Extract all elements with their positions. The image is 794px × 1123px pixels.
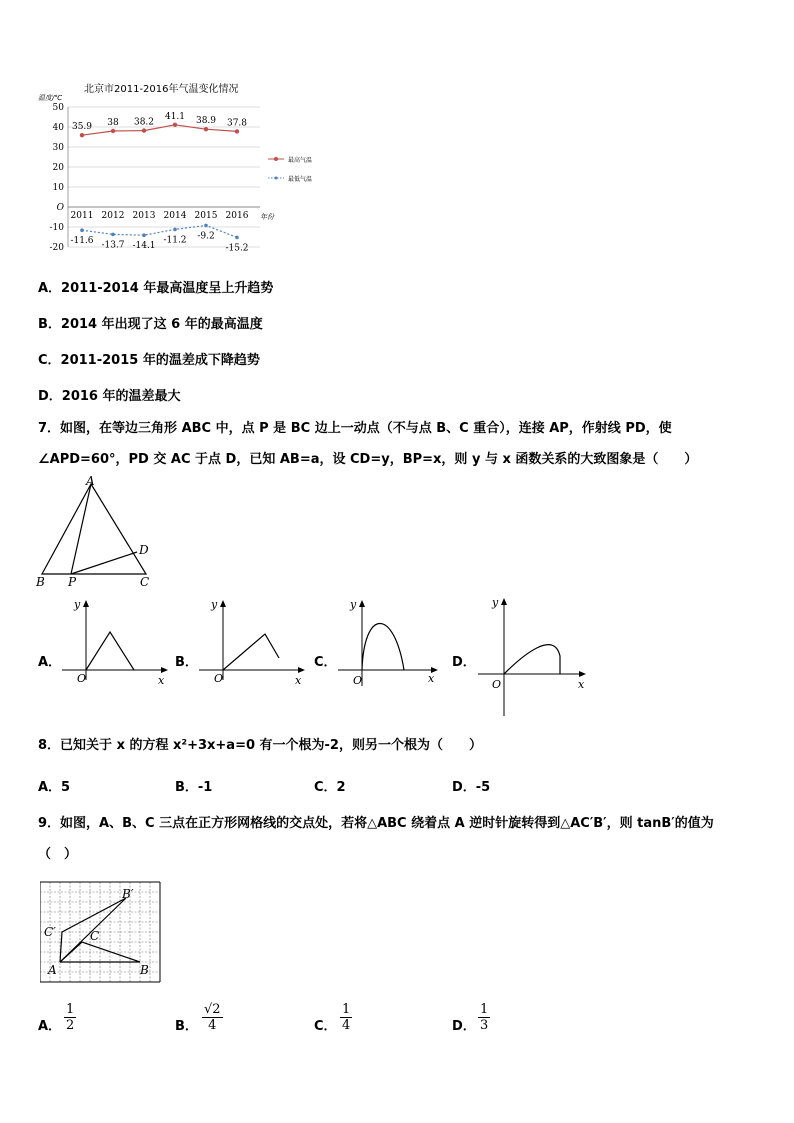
axis-x: x [295,674,302,687]
denominator: 2 [66,1018,75,1033]
q8-option-d[interactable]: D．-5 [452,780,491,795]
y-tick-label: 40 [52,123,64,133]
axis-x: x [428,672,435,685]
data-point [142,128,146,132]
q9-text-line1: 9．如图，A、B、C 三点在正方形网格线的交点处，若将△ABC 绕着点 A 逆时针旋转得到△AC′B′，则 tanB′的值为 [38,816,714,831]
data-label: -14.1 [132,241,156,252]
numerator: √2 [204,1002,221,1017]
q9-grid-figure [40,880,162,984]
data-point [235,236,239,240]
data-point [111,233,115,237]
chart-ylabel: 温度/℃ [38,94,63,102]
legend-marker-high [274,157,278,161]
label-c-prime: C′ [44,925,56,939]
chart-title: 北京市2011-2016年气温变化情况 [84,84,239,95]
q7-text-line1: 7．如图，在等边三角形 ABC 中，点 P 是 BC 边上一动点（不与点 B、C 重合），连接 AP，作射线 PD，使 [38,421,672,436]
q7-graph-a[interactable] [58,598,174,690]
q6-option-d[interactable]: D．2016 年的温差最大 [38,389,181,404]
data-point [80,133,84,137]
y-arrow [501,598,507,605]
data-point [204,224,208,228]
legend-marker-low [275,177,278,180]
segment-ap [71,484,91,574]
graph-a-curve [86,632,134,670]
label-a: A [86,474,95,488]
y-arrow [83,600,89,607]
y-tick-label: 10 [52,183,64,193]
y-tick-label: 30 [52,143,64,153]
data-label: 37.8 [226,118,248,129]
q9-option-d-fraction[interactable] [478,1002,490,1033]
axis-o: O [353,674,363,687]
data-point [235,129,239,133]
axis-x: x [578,678,585,691]
label-b: B [140,963,149,977]
x-tick-label: 2015 [194,211,218,221]
data-label: 41.1 [164,111,186,122]
q7-option-d-label[interactable]: D． [452,655,476,670]
chart-svg [38,78,338,256]
q7-option-a-label[interactable]: A． [38,655,62,670]
label-d: D [139,543,149,557]
data-label: 35.9 [71,122,93,133]
q6-option-c[interactable]: C．2011-2015 年的温差成下降趋势 [38,353,260,368]
data-label: 38.2 [133,117,155,128]
q8-text: 8．已知关于 x 的方程 x²+3x+a=0 有一个根为-2，则另一个根为（ ） [38,738,482,753]
data-point [142,233,146,237]
series-line-high [82,125,237,135]
x-arrow [579,671,586,677]
x-arrow [298,667,305,673]
label-b-prime: B′ [122,887,134,901]
q6-option-a[interactable]: A．2011-2014 年最高温度呈上升趋势 [38,281,274,296]
denominator: 3 [480,1018,489,1033]
data-point [80,228,84,232]
q9-option-b-label[interactable]: B． [175,1019,198,1034]
segment-pd [71,552,137,574]
axis-y: y [74,598,81,611]
q7-graph-c[interactable] [334,598,450,690]
label-c: C [90,929,100,943]
denominator: 4 [342,1018,351,1033]
data-label: -11.2 [163,235,187,246]
q9-option-b-fraction[interactable] [202,1002,223,1033]
q8-option-b[interactable]: B．-1 [175,780,213,795]
temperature-chart [38,78,338,256]
denominator: 4 [208,1018,217,1033]
axis-y: y [350,598,357,611]
q7-graph-d[interactable] [474,594,594,718]
axis-o: O [77,672,87,685]
data-point [173,123,177,127]
data-point [111,129,115,133]
x-arrow [161,667,168,673]
graph-b-curve [223,634,279,670]
numerator: 1 [342,1002,351,1017]
graph-d-curve [504,645,560,674]
y-tick-label: 20 [52,163,64,173]
data-label: 38 [107,118,119,128]
x-tick-label: 2011 [70,211,94,221]
y-arrow [359,600,365,607]
q9-option-c-label[interactable]: C． [314,1019,337,1034]
y-tick-label: -20 [49,243,64,253]
x-tick-label: 2014 [163,211,187,221]
y-arrow [220,600,226,607]
data-label: 38.9 [195,116,217,127]
numerator: 1 [480,1002,489,1017]
q7-option-b-label[interactable]: B． [175,655,198,670]
axis-x: x [158,674,165,687]
y-tick-label: -10 [49,223,64,233]
label-b: B [36,575,45,589]
q7-graph-b[interactable] [195,598,311,690]
x-tick-label: 2016 [225,211,249,221]
data-point [204,127,208,131]
data-label: -13.7 [101,240,125,251]
x-tick-label: 2013 [132,211,156,221]
axis-y: y [211,598,218,611]
data-label: -15.2 [225,243,249,254]
q6-option-b[interactable]: B．2014 年出现了这 6 年的最高温度 [38,317,263,332]
graph-c-curve [362,624,404,671]
q9-option-a-label[interactable]: A． [38,1019,62,1034]
label-c: C [140,575,150,589]
label-p: P [68,575,77,589]
chart-xlabel: 年份 [260,213,274,221]
label-a: A [48,963,57,977]
q9-option-a-fraction[interactable] [64,1002,76,1033]
q7-option-c-label[interactable]: C． [314,655,337,670]
data-label: -9.2 [197,231,215,242]
legend-high: 最高气温 [288,157,313,164]
axis-o: O [492,678,502,691]
legend-low: 最低气温 [288,176,313,183]
q9-option-c-fraction[interactable] [340,1002,352,1033]
x-tick-label: 2012 [101,211,125,221]
axis-y: y [492,596,499,609]
chart-legend [268,156,312,183]
numerator: 1 [66,1002,75,1017]
q9-text-line2: （ ） [38,847,78,862]
q8-option-a[interactable]: A．5 [38,780,71,795]
y-tick-label: O [56,203,64,213]
axis-o: O [214,672,224,685]
y-tick-label: 50 [52,103,64,113]
q8-option-c[interactable]: C．2 [314,780,346,795]
triangle-abc [42,484,146,574]
q7-text-line2: ∠APD=60°，PD 交 AC 于点 D，已知 AB=a，设 CD=y，BP=x，则 y 与 x 函数关系的大致图象是（ ） [38,452,698,467]
data-label: -11.6 [70,236,94,247]
q7-triangle-figure [34,474,164,592]
data-point [173,228,177,232]
q9-option-d-label[interactable]: D． [452,1019,476,1034]
